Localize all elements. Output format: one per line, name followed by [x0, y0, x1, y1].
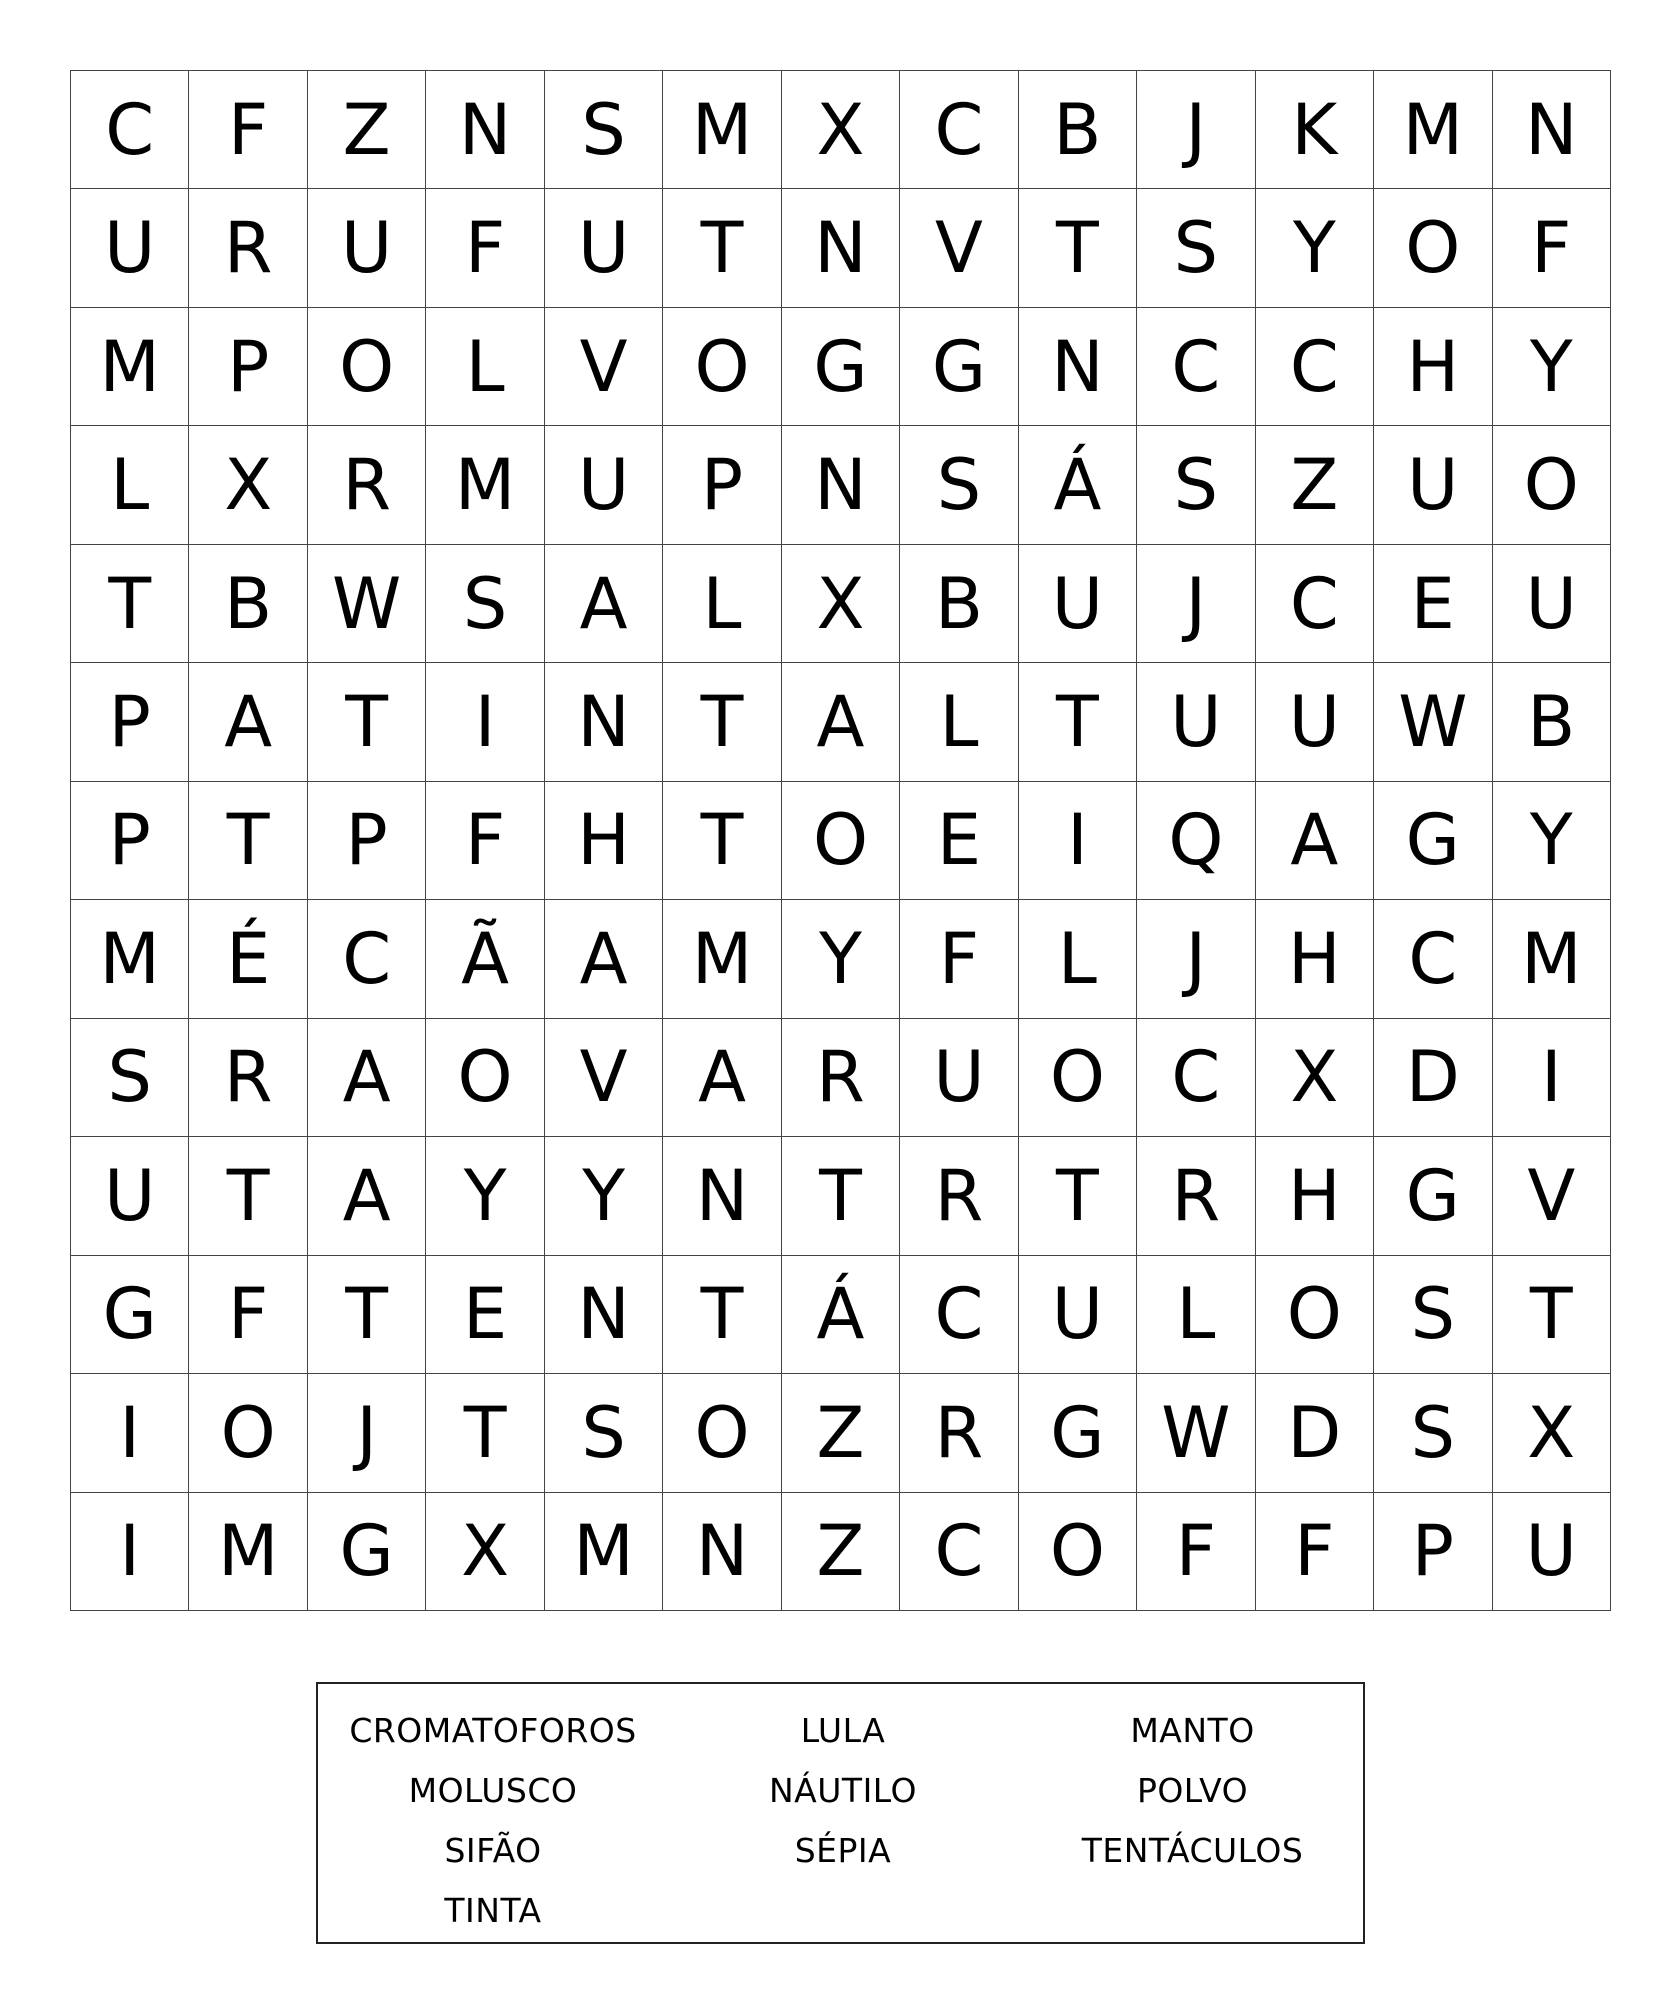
grid-cell-r12-c12[interactable]: S: [1374, 1374, 1492, 1492]
grid-cell-r7-c9[interactable]: I: [1019, 782, 1137, 900]
grid-cell-r10-c13[interactable]: V: [1493, 1137, 1611, 1255]
grid-cell-r11-c3[interactable]: T: [308, 1256, 426, 1374]
grid-cell-r5-c5[interactable]: A: [545, 545, 663, 663]
word-list-item: LULA: [800, 1710, 886, 1750]
grid-cell-r1-c7[interactable]: X: [782, 71, 900, 189]
word-list-item: POLVO: [1136, 1770, 1249, 1810]
grid-cell-r5-c12[interactable]: E: [1374, 545, 1492, 663]
grid-cell-r2-c2[interactable]: R: [189, 189, 307, 307]
grid-cell-r1-c2[interactable]: F: [189, 71, 307, 189]
grid-cell-r12-c9[interactable]: G: [1019, 1374, 1137, 1492]
grid-cell-r6-c7[interactable]: A: [782, 663, 900, 781]
grid-cell-r2-c12[interactable]: O: [1374, 189, 1492, 307]
grid-cell-r12-c1[interactable]: I: [71, 1374, 189, 1492]
letter-grid: [70, 70, 1611, 1611]
word-list: [316, 1682, 1365, 1944]
grid-cell-r3-c1[interactable]: M: [71, 308, 189, 426]
grid-cell-r10-c12[interactable]: G: [1374, 1137, 1492, 1255]
grid-cell-r1-c5[interactable]: S: [545, 71, 663, 189]
grid-cell-r9-c2[interactable]: R: [189, 1019, 307, 1137]
grid-cell-r9-c4[interactable]: O: [426, 1019, 544, 1137]
grid-cell-r2-c3[interactable]: U: [308, 189, 426, 307]
grid-cell-r3-c5[interactable]: V: [545, 308, 663, 426]
grid-cell-r12-c8[interactable]: R: [900, 1374, 1018, 1492]
grid-cell-r11-c8[interactable]: C: [900, 1256, 1018, 1374]
grid-cell-r3-c3[interactable]: O: [308, 308, 426, 426]
grid-cell-r9-c5[interactable]: V: [545, 1019, 663, 1137]
grid-cell-r7-c6[interactable]: T: [663, 782, 781, 900]
grid-cell-r12-c6[interactable]: O: [663, 1374, 781, 1492]
grid-cell-r4-c1[interactable]: L: [71, 426, 189, 544]
grid-cell-r11-c11[interactable]: O: [1256, 1256, 1374, 1374]
grid-cell-r7-c1[interactable]: P: [71, 782, 189, 900]
grid-cell-r8-c12[interactable]: C: [1374, 900, 1492, 1018]
grid-cell-r1-c8[interactable]: C: [900, 71, 1018, 189]
grid-cell-r4-c3[interactable]: R: [308, 426, 426, 544]
grid-cell-r2-c9[interactable]: T: [1019, 189, 1137, 307]
grid-cell-r11-c2[interactable]: F: [189, 1256, 307, 1374]
grid-cell-r10-c4[interactable]: Y: [426, 1137, 544, 1255]
grid-cell-r13-c12[interactable]: P: [1374, 1493, 1492, 1611]
grid-cell-r4-c6[interactable]: P: [663, 426, 781, 544]
grid-cell-r10-c1[interactable]: U: [71, 1137, 189, 1255]
grid-cell-r8-c8[interactable]: F: [900, 900, 1018, 1018]
grid-cell-r3-c4[interactable]: L: [426, 308, 544, 426]
word-list-item: TENTÁCULOS: [1081, 1830, 1304, 1870]
word-list-item: SÉPIA: [794, 1830, 892, 1870]
grid-cell-r13-c3[interactable]: G: [308, 1493, 426, 1611]
grid-cell-r2-c11[interactable]: Y: [1256, 189, 1374, 307]
word-list-item: MOLUSCO: [408, 1770, 578, 1810]
grid-cell-r2-c8[interactable]: V: [900, 189, 1018, 307]
grid-cell-r5-c2[interactable]: B: [189, 545, 307, 663]
grid-cell-r7-c7[interactable]: O: [782, 782, 900, 900]
grid-cell-r6-c12[interactable]: W: [1374, 663, 1492, 781]
grid-cell-r4-c13[interactable]: O: [1493, 426, 1611, 544]
grid-cell-r7-c8[interactable]: E: [900, 782, 1018, 900]
grid-cell-r3-c10[interactable]: C: [1137, 308, 1255, 426]
grid-cell-r3-c2[interactable]: P: [189, 308, 307, 426]
grid-cell-r7-c4[interactable]: F: [426, 782, 544, 900]
grid-cell-r6-c3[interactable]: T: [308, 663, 426, 781]
grid-cell-r9-c11[interactable]: X: [1256, 1019, 1374, 1137]
grid-cell-r13-c1[interactable]: I: [71, 1493, 189, 1611]
grid-cell-r12-c11[interactable]: D: [1256, 1374, 1374, 1492]
grid-cell-r2-c1[interactable]: U: [71, 189, 189, 307]
word-list-item: MANTO: [1130, 1710, 1255, 1750]
grid-cell-r8-c13[interactable]: M: [1493, 900, 1611, 1018]
grid-cell-r4-c8[interactable]: S: [900, 426, 1018, 544]
grid-cell-r1-c4[interactable]: N: [426, 71, 544, 189]
grid-cell-r10-c8[interactable]: R: [900, 1137, 1018, 1255]
grid-cell-r11-c13[interactable]: T: [1493, 1256, 1611, 1374]
grid-cell-r11-c4[interactable]: E: [426, 1256, 544, 1374]
grid-cell-r13-c9[interactable]: O: [1019, 1493, 1137, 1611]
grid-cell-r1-c6[interactable]: M: [663, 71, 781, 189]
grid-cell-r3-c12[interactable]: H: [1374, 308, 1492, 426]
grid-cell-r9-c3[interactable]: A: [308, 1019, 426, 1137]
grid-cell-r7-c12[interactable]: G: [1374, 782, 1492, 900]
grid-cell-r10-c3[interactable]: A: [308, 1137, 426, 1255]
grid-cell-r7-c2[interactable]: T: [189, 782, 307, 900]
grid-cell-r12-c3[interactable]: J: [308, 1374, 426, 1492]
grid-cell-r13-c2[interactable]: M: [189, 1493, 307, 1611]
grid-cell-r5-c3[interactable]: W: [308, 545, 426, 663]
grid-cell-r5-c8[interactable]: B: [900, 545, 1018, 663]
grid-cell-r4-c9[interactable]: Á: [1019, 426, 1137, 544]
grid-cell-r9-c9[interactable]: O: [1019, 1019, 1137, 1137]
grid-cell-r8-c5[interactable]: A: [545, 900, 663, 1018]
grid-cell-r7-c11[interactable]: A: [1256, 782, 1374, 900]
grid-cell-r8-c7[interactable]: Y: [782, 900, 900, 1018]
word-list-item: TINTA: [444, 1890, 542, 1930]
grid-cell-r3-c6[interactable]: O: [663, 308, 781, 426]
grid-cell-r11-c5[interactable]: N: [545, 1256, 663, 1374]
grid-cell-r10-c9[interactable]: T: [1019, 1137, 1137, 1255]
grid-cell-r4-c10[interactable]: S: [1137, 426, 1255, 544]
grid-cell-r4-c7[interactable]: N: [782, 426, 900, 544]
word-list-item: CROMATOFOROS: [349, 1710, 637, 1750]
grid-cell-r11-c1[interactable]: G: [71, 1256, 189, 1374]
grid-cell-r4-c4[interactable]: M: [426, 426, 544, 544]
grid-cell-r2-c13[interactable]: F: [1493, 189, 1611, 307]
grid-cell-r6-c4[interactable]: I: [426, 663, 544, 781]
grid-cell-r6-c2[interactable]: A: [189, 663, 307, 781]
grid-cell-r3-c11[interactable]: C: [1256, 308, 1374, 426]
grid-cell-r10-c6[interactable]: N: [663, 1137, 781, 1255]
word-list-item: NÁUTILO: [769, 1770, 917, 1810]
grid-cell-r13-c10[interactable]: F: [1137, 1493, 1255, 1611]
grid-cell-r7-c5[interactable]: H: [545, 782, 663, 900]
grid-cell-r8-c2[interactable]: É: [189, 900, 307, 1018]
grid-cell-r1-c10[interactable]: J: [1137, 71, 1255, 189]
grid-cell-r8-c6[interactable]: M: [663, 900, 781, 1018]
grid-cell-r1-c1[interactable]: C: [71, 71, 189, 189]
grid-cell-r11-c10[interactable]: L: [1137, 1256, 1255, 1374]
grid-cell-r13-c5[interactable]: M: [545, 1493, 663, 1611]
grid-cell-r13-c4[interactable]: X: [426, 1493, 544, 1611]
grid-cell-r12-c7[interactable]: Z: [782, 1374, 900, 1492]
grid-cell-r6-c11[interactable]: U: [1256, 663, 1374, 781]
grid-cell-r5-c7[interactable]: X: [782, 545, 900, 663]
grid-cell-r5-c4[interactable]: S: [426, 545, 544, 663]
grid-cell-r6-c10[interactable]: U: [1137, 663, 1255, 781]
grid-cell-r9-c12[interactable]: D: [1374, 1019, 1492, 1137]
grid-cell-r13-c13[interactable]: U: [1493, 1493, 1611, 1611]
grid-cell-r5-c13[interactable]: U: [1493, 545, 1611, 663]
grid-cell-r7-c10[interactable]: Q: [1137, 782, 1255, 900]
grid-cell-r10-c7[interactable]: T: [782, 1137, 900, 1255]
grid-cell-r3-c9[interactable]: N: [1019, 308, 1137, 426]
grid-cell-r8-c1[interactable]: M: [71, 900, 189, 1018]
grid-cell-r8-c9[interactable]: L: [1019, 900, 1137, 1018]
grid-cell-r2-c7[interactable]: N: [782, 189, 900, 307]
grid-cell-r5-c6[interactable]: L: [663, 545, 781, 663]
grid-cell-r8-c3[interactable]: C: [308, 900, 426, 1018]
grid-cell-r10-c10[interactable]: R: [1137, 1137, 1255, 1255]
grid-cell-r6-c1[interactable]: P: [71, 663, 189, 781]
grid-cell-r11-c12[interactable]: S: [1374, 1256, 1492, 1374]
grid-cell-r6-c5[interactable]: N: [545, 663, 663, 781]
grid-cell-r1-c3[interactable]: Z: [308, 71, 426, 189]
grid-cell-r2-c5[interactable]: U: [545, 189, 663, 307]
grid-cell-r13-c11[interactable]: F: [1256, 1493, 1374, 1611]
grid-cell-r13-c8[interactable]: C: [900, 1493, 1018, 1611]
grid-cell-r11-c7[interactable]: Á: [782, 1256, 900, 1374]
grid-cell-r2-c4[interactable]: F: [426, 189, 544, 307]
grid-cell-r2-c6[interactable]: T: [663, 189, 781, 307]
grid-cell-r4-c2[interactable]: X: [189, 426, 307, 544]
grid-cell-r9-c6[interactable]: A: [663, 1019, 781, 1137]
grid-cell-r10-c5[interactable]: Y: [545, 1137, 663, 1255]
grid-cell-r9-c10[interactable]: C: [1137, 1019, 1255, 1137]
grid-cell-r7-c13[interactable]: Y: [1493, 782, 1611, 900]
grid-cell-r12-c2[interactable]: O: [189, 1374, 307, 1492]
grid-cell-r10-c2[interactable]: T: [189, 1137, 307, 1255]
grid-cell-r4-c11[interactable]: Z: [1256, 426, 1374, 544]
word-list-item: SIFÃO: [444, 1830, 542, 1870]
grid-cell-r11-c6[interactable]: T: [663, 1256, 781, 1374]
grid-cell-r5-c10[interactable]: J: [1137, 545, 1255, 663]
grid-cell-r1-c12[interactable]: M: [1374, 71, 1492, 189]
grid-cell-r1-c9[interactable]: B: [1019, 71, 1137, 189]
grid-cell-r6-c9[interactable]: T: [1019, 663, 1137, 781]
grid-cell-r7-c3[interactable]: P: [308, 782, 426, 900]
grid-cell-r13-c6[interactable]: N: [663, 1493, 781, 1611]
grid-cell-r4-c5[interactable]: U: [545, 426, 663, 544]
grid-cell-r10-c11[interactable]: H: [1256, 1137, 1374, 1255]
grid-cell-r3-c7[interactable]: G: [782, 308, 900, 426]
grid-cell-r8-c11[interactable]: H: [1256, 900, 1374, 1018]
grid-cell-r12-c13[interactable]: X: [1493, 1374, 1611, 1492]
grid-cell-r3-c13[interactable]: Y: [1493, 308, 1611, 426]
grid-cell-r9-c1[interactable]: S: [71, 1019, 189, 1137]
grid-cell-r4-c12[interactable]: U: [1374, 426, 1492, 544]
grid-cell-r12-c10[interactable]: W: [1137, 1374, 1255, 1492]
grid-cell-r9-c13[interactable]: I: [1493, 1019, 1611, 1137]
grid-cell-r1-c13[interactable]: N: [1493, 71, 1611, 189]
grid-cell-r8-c10[interactable]: J: [1137, 900, 1255, 1018]
grid-cell-r5-c11[interactable]: C: [1256, 545, 1374, 663]
grid-cell-r3-c8[interactable]: G: [900, 308, 1018, 426]
grid-cell-r6-c6[interactable]: T: [663, 663, 781, 781]
grid-cell-r5-c9[interactable]: U: [1019, 545, 1137, 663]
grid-cell-r12-c4[interactable]: T: [426, 1374, 544, 1492]
grid-cell-r1-c11[interactable]: K: [1256, 71, 1374, 189]
grid-cell-r5-c1[interactable]: T: [71, 545, 189, 663]
grid-cell-r12-c5[interactable]: S: [545, 1374, 663, 1492]
grid-cell-r2-c10[interactable]: S: [1137, 189, 1255, 307]
grid-cell-r6-c8[interactable]: L: [900, 663, 1018, 781]
grid-cell-r9-c8[interactable]: U: [900, 1019, 1018, 1137]
grid-cell-r13-c7[interactable]: Z: [782, 1493, 900, 1611]
grid-cell-r11-c9[interactable]: U: [1019, 1256, 1137, 1374]
grid-cell-r8-c4[interactable]: Ã: [426, 900, 544, 1018]
grid-cell-r9-c7[interactable]: R: [782, 1019, 900, 1137]
grid-cell-r6-c13[interactable]: B: [1493, 663, 1611, 781]
